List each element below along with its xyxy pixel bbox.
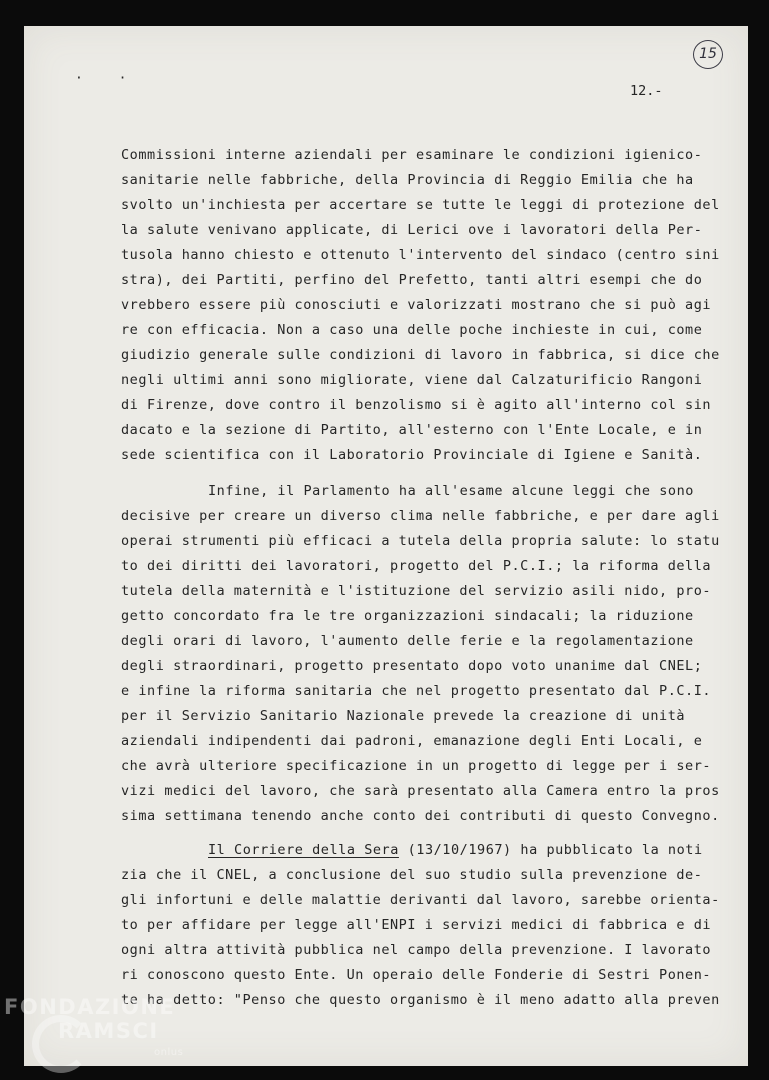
- text-line: negli ultimi anni sono migliorate, viene dal Calzaturificio Rangoni: [121, 372, 703, 388]
- text-line: tusola hanno chiesto e ottenuto l'intervento del sindaco (centro sini: [121, 247, 720, 263]
- text-line: degli orari di lavoro, l'aumento delle ferie e la regolamentazione: [121, 633, 694, 649]
- top-marks: · ·: [75, 71, 141, 86]
- document-page: [24, 26, 748, 1066]
- text-line: svolto un'inchiesta per accertare se tutte le leggi di protezione del: [121, 197, 720, 213]
- text-line: per il Servizio Sanitario Nazionale prevede la creazione di unità: [121, 708, 686, 724]
- text-line: sanitarie nelle fabbriche, della Provincia di Reggio Emilia che ha: [121, 172, 694, 188]
- text-line: la salute venivano applicate, di Lerici ove i lavoratori della Per-: [121, 222, 703, 238]
- text-line: gli infortuni e delle malattie derivanti dal lavoro, sarebbe orienta-: [121, 892, 720, 908]
- text-line: che avrà ulteriore specificazione in un progetto di legge per i ser-: [121, 758, 712, 774]
- text-line: decisive per creare un diverso clima nelle fabbriche, e per dare agli: [121, 508, 720, 524]
- text-line: giudizio generale sulle condizioni di lavoro in fabbrica, si dice che: [121, 347, 720, 363]
- text-line: zia che il CNEL, a conclusione del suo studio sulla prevenzione de-: [121, 867, 703, 883]
- text-line: operai strumenti più efficaci a tutela della propria salute: lo statu: [121, 533, 720, 549]
- text-line: Commissioni interne aziendali per esaminare le condizioni igienico-: [121, 147, 703, 163]
- text-line: vizi medici del lavoro, che sarà presentato alla Camera entro la pros: [121, 783, 720, 799]
- text-line: to per affidare per legge all'ENPI i servizi medici di fabbrica e di: [121, 917, 712, 933]
- text-line: getto concordato fra le tre organizzazioni sindacali; la riduzione: [121, 608, 694, 624]
- text-line: aziendali indipendenti dai padroni, emanazione degli Enti Locali, e: [121, 733, 703, 749]
- text-line: Infine, il Parlamento ha all'esame alcune leggi che sono: [208, 483, 694, 499]
- text-line: sima settimana tenendo anche conto dei contributi di questo Convegno.: [121, 808, 720, 824]
- text-line: to dei diritti dei lavoratori, progetto del P.C.I.; la riforma della: [121, 558, 712, 574]
- text-line: ri conoscono questo Ente. Un operaio delle Fonderie di Sestri Ponen-: [121, 967, 712, 983]
- page-number: 12.-: [630, 83, 663, 99]
- text-line: sede scientifica con il Laboratorio Provinciale di Igiene e Sanità.: [121, 447, 703, 463]
- text-line: vrebbero essere più conosciuti e valorizzati mostrano che si può agi: [121, 297, 712, 313]
- text-line: tutela della maternità e l'istituzione del servizio asili nido, pro-: [121, 583, 712, 599]
- text-line: e infine la riforma sanitaria che nel progetto presentato dal P.C.I.: [121, 683, 712, 699]
- text-fragment: (13/10/1967) ha pubblicato la noti: [398, 842, 703, 858]
- archive-watermark-logo: FONDAZIONE RAMSCI onlus: [4, 995, 175, 1019]
- newspaper-title: Il Corriere della Sera: [208, 842, 399, 858]
- text-line: [208, 840, 703, 860]
- text-line: re con efficacia. Non a caso una delle poche inchieste in cui, come: [121, 322, 703, 338]
- text-line: te ha detto: "Penso che questo organismo è il meno adatto alla preven: [121, 992, 720, 1008]
- text-line: ogni altra attività pubblica nel campo della prevenzione. I lavorato: [121, 942, 712, 958]
- text-line: di Firenze, dove contro il benzolismo si è agito all'interno col sin: [121, 397, 712, 413]
- archive-stamp: 15: [693, 40, 723, 69]
- text-line: dacato e la sezione di Partito, all'esterno con l'Ente Locale, e in: [121, 422, 703, 438]
- text-line: degli straordinari, progetto presentato dopo voto unanime dal CNEL;: [121, 658, 703, 674]
- text-line: stra), dei Partiti, perfino del Prefetto, tanti altri esempi che do: [121, 272, 703, 288]
